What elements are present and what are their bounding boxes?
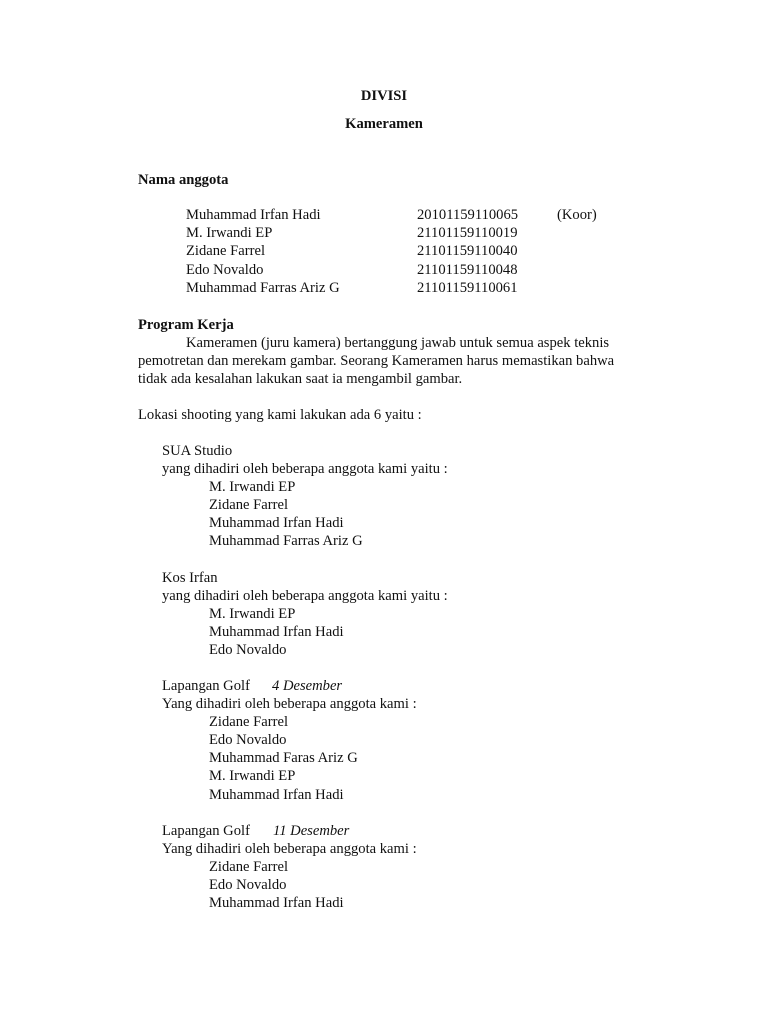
program-paragraph-line: pemotretan dan merekam gambar. Seorang Kameramen harus memastikan bahwa [138,353,615,369]
attendee: Muhammad Farras Ariz G [209,533,363,549]
member-name: Edo Novaldo [186,262,264,278]
locations-intro: Lokasi shooting yang kami lakukan ada 6 yaitu : [138,407,422,423]
attendee: Muhammad Irfan Hadi [209,787,344,803]
document-title: DIVISI [360,88,408,104]
attendee: Muhammad Irfan Hadi [209,624,344,640]
attendee: Muhammad Faras Ariz G [209,750,358,766]
attendee: Zidane Farrel [209,497,289,513]
attendee: Edo Novaldo [209,732,287,748]
member-nim: 21101159110040 [417,243,518,259]
attended-label: yang dihadiri oleh beberapa anggota kami yaitu : [162,461,448,477]
program-paragraph-line: tidak ada kesalahan lakukan saat ia mengambil gambar. [138,371,463,387]
attendee: M. Irwandi EP [209,768,296,784]
program-heading: Program Kerja [138,317,234,333]
location-date: 4 Desember [272,678,343,694]
member-name: Zidane Farrel [186,243,266,259]
location-name: SUA Studio [162,443,233,459]
member-nim: 21101159110048 [417,262,518,278]
location-name: Lapangan Golf [162,678,250,694]
member-name: Muhammad Irfan Hadi [186,207,321,223]
attended-label: Yang dihadiri oleh beberapa anggota kami : [162,841,417,857]
attendee: Edo Novaldo [209,877,287,893]
attendee: Muhammad Irfan Hadi [209,515,344,531]
attendee: Zidane Farrel [209,714,289,730]
attended-label: Yang dihadiri oleh beberapa anggota kami : [162,696,417,712]
program-paragraph-line: Kameramen (juru kamera) bertanggung jawab untuk semua aspek teknis [186,335,610,351]
member-nim: 20101159110065 [417,207,519,223]
attendee: Zidane Farrel [209,859,289,875]
member-role: (Koor) [557,207,597,223]
attendee: M. Irwandi EP [209,606,296,622]
attendee: M. Irwandi EP [209,479,296,495]
location-name: Lapangan Golf [162,823,250,839]
member-nim: 21101159110019 [417,225,518,241]
member-name: Muhammad Farras Ariz G [186,280,340,296]
members-heading: Nama anggota [138,172,229,188]
location-date: 11 Desember [273,823,350,839]
division-name: Kameramen [345,116,423,132]
attendee: Muhammad Irfan Hadi [209,895,344,911]
location-name: Kos Irfan [162,570,218,586]
member-name: M. Irwandi EP [186,225,273,241]
member-nim: 21101159110061 [417,280,518,296]
attendee: Edo Novaldo [209,642,287,658]
attended-label: yang dihadiri oleh beberapa anggota kami yaitu : [162,588,448,604]
